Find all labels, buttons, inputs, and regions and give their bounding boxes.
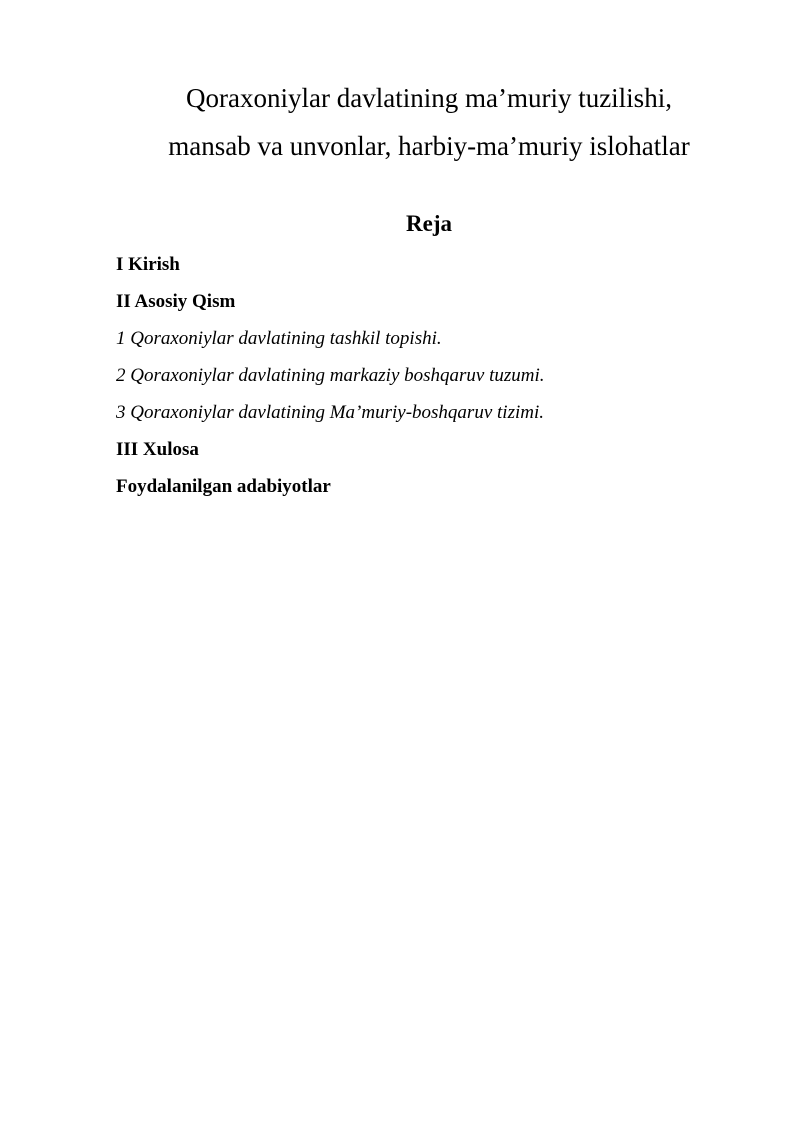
plan-item-introduction: I Kirish	[116, 254, 180, 275]
plan-heading: Reja	[406, 211, 452, 236]
plan-item-subsection-2: 2 Qoraxoniylar davlatining markaziy boshqaruv tuzumi.	[116, 365, 545, 386]
document-title-line-1: Qoraxoniylar davlatining ma’muriy tuzilishi,	[186, 83, 672, 113]
plan-item-references: Foydalanilgan adabiyotlar	[116, 476, 331, 497]
plan-item-subsection-1: 1 Qoraxoniylar davlatining tashkil topishi.	[116, 328, 442, 349]
plan-item-main-part: II Asosiy Qism	[116, 291, 236, 312]
document-title-line-2: mansab va unvonlar, harbiy-ma’muriy islohatlar	[168, 131, 690, 161]
plan-item-conclusion: III Xulosa	[116, 439, 199, 460]
plan-item-subsection-3: 3 Qoraxoniylar davlatining Ma’muriy-boshqaruv tizimi.	[116, 402, 544, 423]
